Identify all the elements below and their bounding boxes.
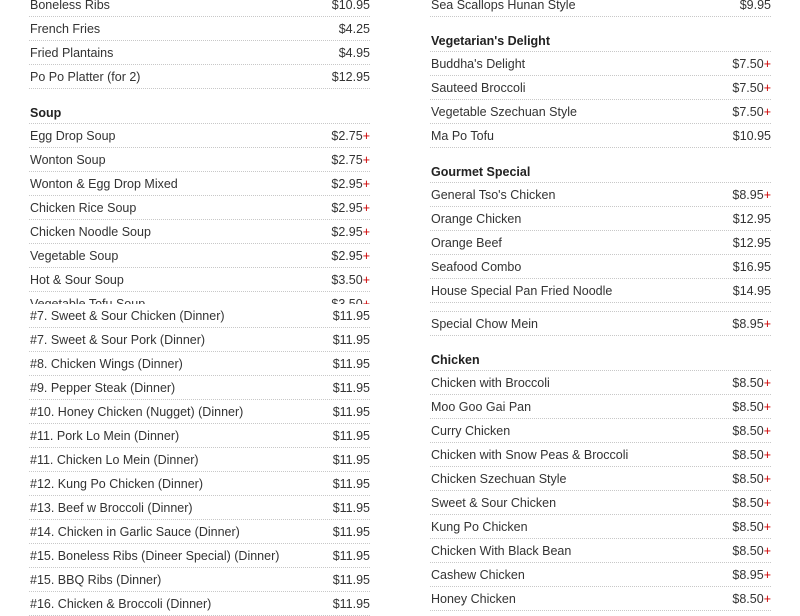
menu-item-row[interactable] <box>430 587 771 611</box>
menu-item-row[interactable] <box>430 255 771 279</box>
price-amount: $11.95 <box>332 333 370 347</box>
section-heading-gourmet: Gourmet Special <box>430 161 771 183</box>
menu-item-row[interactable] <box>29 196 370 220</box>
menu-item-row[interactable] <box>29 376 370 400</box>
add-to-order-plus-icon[interactable]: + <box>362 153 370 167</box>
menu-item-price <box>732 491 771 515</box>
menu-item-name: #9. Pepper Steak (Dinner) <box>30 381 176 395</box>
price-amount: $8.50 <box>732 400 764 414</box>
price-amount: $11.95 <box>332 597 370 611</box>
menu-item-name: Chicken with Snow Peas & Broccoli <box>431 448 629 462</box>
menu-item-row[interactable] <box>430 395 771 419</box>
menu-item-name: Vegetable Soup <box>30 249 119 263</box>
add-to-order-plus-icon[interactable]: + <box>763 376 771 390</box>
menu-item-name: #13. Beef w Broccoli (Dinner) <box>30 501 193 515</box>
menu-item-price <box>732 563 771 587</box>
menu-item-name: #10. Honey Chicken (Nugget) (Dinner) <box>30 405 244 419</box>
price-amount: $8.95 <box>732 568 764 582</box>
menu-item-row[interactable] <box>430 371 771 395</box>
menu-item-row[interactable] <box>430 539 771 563</box>
menu-item-row[interactable] <box>29 148 370 172</box>
add-to-order-plus-icon[interactable]: + <box>763 188 771 202</box>
menu-item-price <box>733 207 771 231</box>
add-to-order-plus-icon[interactable]: + <box>362 225 370 239</box>
menu-item-name: Orange Chicken <box>431 212 522 226</box>
menu-item-name: Chicken Szechuan Style <box>431 472 567 486</box>
menu-item-price <box>331 196 370 220</box>
menu-item-row[interactable] <box>430 124 771 148</box>
menu-item-row[interactable] <box>29 496 370 520</box>
menu-item-price <box>733 255 771 279</box>
menu-item-row[interactable] <box>430 76 771 100</box>
menu-item-row[interactable] <box>430 515 771 539</box>
add-to-order-plus-icon[interactable]: + <box>763 448 771 462</box>
menu-item-row[interactable] <box>29 400 370 424</box>
add-to-order-plus-icon[interactable]: + <box>362 129 370 143</box>
menu-column-right <box>430 0 771 606</box>
price-amount: $8.95 <box>732 317 764 331</box>
menu-item-row[interactable] <box>29 352 370 376</box>
menu-item-row[interactable] <box>29 124 370 148</box>
menu-item-price <box>732 419 771 443</box>
add-to-order-plus-icon[interactable]: + <box>763 317 771 331</box>
price-amount: $7.50 <box>732 105 764 119</box>
menu-item-price <box>333 448 370 472</box>
price-amount: $8.50 <box>732 472 764 486</box>
menu-item-name: #11. Pork Lo Mein (Dinner) <box>30 429 180 443</box>
item-list-dinner-specials <box>29 304 370 616</box>
menu-item-price <box>733 279 771 303</box>
menu-item-row[interactable] <box>430 467 771 491</box>
menu-item-name: Wonton & Egg Drop Mixed <box>30 177 178 191</box>
menu-item-row[interactable] <box>29 65 370 89</box>
menu-item-row[interactable] <box>430 100 771 124</box>
menu-item-name: Wonton Soup <box>30 153 106 167</box>
menu-item-price <box>333 400 370 424</box>
menu-item-name: Boneless Ribs <box>30 0 110 12</box>
menu-item-price <box>732 312 771 336</box>
price-amount: $4.95 <box>338 46 370 60</box>
menu-item-price <box>732 395 771 419</box>
menu-item-price <box>331 268 370 292</box>
menu-item-price <box>732 587 771 611</box>
add-to-order-plus-icon[interactable]: + <box>763 105 771 119</box>
add-to-order-plus-icon[interactable]: + <box>763 472 771 486</box>
menu-item-name: Seafood Combo <box>431 260 522 274</box>
price-amount: $10.95 <box>331 0 370 12</box>
section-heading-soup: Soup <box>29 102 370 124</box>
menu-item-row[interactable] <box>29 472 370 496</box>
menu-item-row[interactable] <box>29 220 370 244</box>
menu-item-price <box>732 539 771 563</box>
menu-item-row[interactable] <box>29 172 370 196</box>
menu-item-row[interactable] <box>430 279 771 303</box>
menu-item-name: General Tso's Chicken <box>431 188 556 202</box>
item-list-gourmet-extra <box>430 312 771 336</box>
price-amount: $8.50 <box>732 520 764 534</box>
menu-item-name: Sea Scallops Hunan Style <box>431 0 576 12</box>
menu-item-price <box>331 148 370 172</box>
item-list-appetizers <box>29 0 370 89</box>
price-amount: $11.95 <box>332 357 370 371</box>
menu-item-name: Chicken Noodle Soup <box>30 225 151 239</box>
menu-item-row[interactable] <box>430 52 771 76</box>
menu-item-row[interactable] <box>29 244 370 268</box>
menu-item-price <box>331 172 370 196</box>
menu-item-name: Curry Chicken <box>431 424 511 438</box>
price-amount: $11.95 <box>332 573 370 587</box>
price-amount: $2.95 <box>331 249 363 263</box>
menu-item-name: Egg Drop Soup <box>30 129 116 143</box>
price-amount: $2.95 <box>331 177 363 191</box>
menu-item-name: Chicken With Black Bean <box>431 544 572 558</box>
price-amount: $8.95 <box>732 188 764 202</box>
price-amount: $8.50 <box>732 592 764 606</box>
menu-item-name: #15. Boneless Ribs (Dineer Special) (Dinner) <box>30 549 280 563</box>
menu-item-price <box>333 544 370 568</box>
price-amount: $7.50 <box>732 81 764 95</box>
price-amount: $11.95 <box>332 309 370 323</box>
add-to-order-plus-icon[interactable]: + <box>362 201 370 215</box>
price-amount: $16.95 <box>732 260 771 274</box>
price-amount: $11.95 <box>332 381 370 395</box>
menu-item-row[interactable] <box>430 312 771 336</box>
menu-item-name: House Special Pan Fried Noodle <box>431 284 613 298</box>
menu-item-name: #11. Chicken Lo Mein (Dinner) <box>30 453 199 467</box>
add-to-order-plus-icon[interactable]: + <box>763 520 771 534</box>
menu-item-name: Special Chow Mein <box>431 317 538 331</box>
menu-item-price <box>331 220 370 244</box>
menu-item-price <box>332 0 370 17</box>
menu-item-row[interactable] <box>29 520 370 544</box>
item-list-vegetarian <box>430 52 771 148</box>
menu-item-name: #15. BBQ Ribs (Dinner) <box>30 573 162 587</box>
menu-item-name: Vegetable Szechuan Style <box>431 105 577 119</box>
menu-item-price <box>732 467 771 491</box>
menu-item-name: Hot & Sour Soup <box>30 273 124 287</box>
menu-item-row[interactable] <box>29 41 370 65</box>
menu-item-name: Buddha's Delight <box>431 57 526 71</box>
add-to-order-plus-icon[interactable]: + <box>763 592 771 606</box>
menu-item-row[interactable] <box>29 424 370 448</box>
menu-item-row[interactable] <box>29 568 370 592</box>
menu-item-name: Orange Beef <box>431 236 502 250</box>
price-amount: $11.95 <box>332 525 370 539</box>
item-list-soup <box>29 124 370 316</box>
menu-item-name: Chicken with Broccoli <box>431 376 550 390</box>
menu-item-row[interactable] <box>29 544 370 568</box>
menu-item-price <box>331 124 370 148</box>
menu-item-name: #7. Sweet & Sour Pork (Dinner) <box>30 333 206 347</box>
add-to-order-plus-icon[interactable]: + <box>763 424 771 438</box>
menu-item-price <box>732 515 771 539</box>
price-amount: $11.95 <box>332 549 370 563</box>
add-to-order-plus-icon[interactable]: + <box>763 57 771 71</box>
price-amount: $7.50 <box>732 57 764 71</box>
menu-item-name: Kung Po Chicken <box>431 520 528 534</box>
menu-item-price <box>732 52 771 76</box>
menu-item-name: Honey Chicken <box>431 592 516 606</box>
menu-item-price <box>339 17 370 41</box>
price-amount: $10.95 <box>732 129 771 143</box>
section-heading-vegetarian: Vegetarian's Delight <box>430 30 771 52</box>
item-list-seafood <box>430 0 771 17</box>
menu-item-name: #12. Kung Po Chicken (Dinner) <box>30 477 204 491</box>
add-to-order-plus-icon[interactable]: + <box>362 177 370 191</box>
item-list-gourmet <box>430 183 771 303</box>
menu-item-row[interactable] <box>430 0 771 17</box>
price-amount: $12.95 <box>732 212 771 226</box>
menu-item-row[interactable] <box>430 491 771 515</box>
menu-item-price <box>333 592 370 616</box>
menu-item-price <box>333 304 370 328</box>
price-amount: $8.50 <box>732 424 764 438</box>
menu-item-price <box>333 352 370 376</box>
add-to-order-plus-icon[interactable]: + <box>362 249 370 263</box>
menu-column-left-bottom <box>29 304 370 611</box>
menu-item-name: Fried Plantains <box>30 46 114 60</box>
menu-item-row[interactable] <box>29 448 370 472</box>
price-amount: $8.50 <box>732 376 764 390</box>
menu-item-name: #16. Chicken & Broccoli (Dinner) <box>30 597 212 611</box>
menu-item-name: Sweet & Sour Chicken <box>431 496 557 510</box>
add-to-order-plus-icon[interactable]: + <box>362 273 370 287</box>
price-amount: $8.50 <box>732 448 764 462</box>
add-to-order-plus-icon[interactable]: + <box>763 544 771 558</box>
section-heading-chicken: Chicken <box>430 349 771 371</box>
price-amount: $11.95 <box>332 429 370 443</box>
menu-item-price <box>732 371 771 395</box>
item-list-chicken <box>430 371 771 611</box>
price-amount: $14.95 <box>732 284 771 298</box>
price-amount: $9.95 <box>739 0 771 12</box>
price-amount: $11.95 <box>332 453 370 467</box>
menu-item-price <box>332 65 370 89</box>
menu-column-left-top <box>29 0 370 303</box>
menu-item-name: Ma Po Tofu <box>431 129 495 143</box>
add-to-order-plus-icon[interactable]: + <box>763 496 771 510</box>
menu-item-name: Sauteed Broccoli <box>431 81 526 95</box>
menu-item-row[interactable] <box>29 328 370 352</box>
menu-item-price <box>333 376 370 400</box>
menu-item-price <box>333 424 370 448</box>
price-amount: $3.50 <box>331 273 363 287</box>
menu-item-name: #8. Chicken Wings (Dinner) <box>30 357 183 371</box>
price-amount: $12.95 <box>732 236 771 250</box>
menu-item-price <box>732 100 771 124</box>
menu-item-price <box>732 76 771 100</box>
menu-item-price <box>333 568 370 592</box>
menu-item-row[interactable] <box>29 17 370 41</box>
menu-item-name: Po Po Platter (for 2) <box>30 70 141 84</box>
menu-item-name: Cashew Chicken <box>431 568 525 582</box>
price-amount: $11.95 <box>332 501 370 515</box>
price-amount: $11.95 <box>332 477 370 491</box>
menu-item-row[interactable] <box>430 183 771 207</box>
menu-item-row[interactable] <box>29 268 370 292</box>
price-amount: $12.95 <box>331 70 370 84</box>
menu-item-price <box>733 231 771 255</box>
menu-item-row[interactable] <box>430 443 771 467</box>
menu-item-price <box>331 244 370 268</box>
menu-item-name: French Fries <box>30 22 101 36</box>
menu-item-row[interactable] <box>29 592 370 616</box>
add-to-order-plus-icon[interactable]: + <box>763 400 771 414</box>
menu-item-row[interactable] <box>29 0 370 17</box>
price-amount: $2.75 <box>331 129 363 143</box>
add-to-order-plus-icon[interactable]: + <box>763 81 771 95</box>
menu-item-price <box>333 328 370 352</box>
menu-item-name: #7. Sweet & Sour Chicken (Dinner) <box>30 309 225 323</box>
menu-item-price <box>732 443 771 467</box>
menu-item-price <box>333 472 370 496</box>
menu-item-price <box>339 41 370 65</box>
price-amount: $2.95 <box>331 201 363 215</box>
price-amount: $2.75 <box>331 153 363 167</box>
menu-item-price <box>732 183 771 207</box>
menu-item-row[interactable] <box>430 563 771 587</box>
price-amount: $8.50 <box>732 496 764 510</box>
menu-item-name: Chicken Rice Soup <box>30 201 137 215</box>
price-amount: $2.95 <box>331 225 363 239</box>
menu-item-row[interactable] <box>430 419 771 443</box>
menu-item-row[interactable] <box>430 207 771 231</box>
menu-item-name: #14. Chicken in Garlic Sauce (Dinner) <box>30 525 240 539</box>
menu-item-price <box>740 0 771 17</box>
menu-item-price <box>333 496 370 520</box>
menu-item-name: Moo Goo Gai Pan <box>431 400 532 414</box>
price-amount: $11.95 <box>332 405 370 419</box>
menu-item-row[interactable] <box>430 231 771 255</box>
price-amount: $4.25 <box>338 22 370 36</box>
menu-item-price <box>733 124 771 148</box>
menu-item-price <box>333 520 370 544</box>
add-to-order-plus-icon[interactable]: + <box>763 568 771 582</box>
price-amount: $8.50 <box>732 544 764 558</box>
menu-item-row[interactable] <box>29 304 370 328</box>
